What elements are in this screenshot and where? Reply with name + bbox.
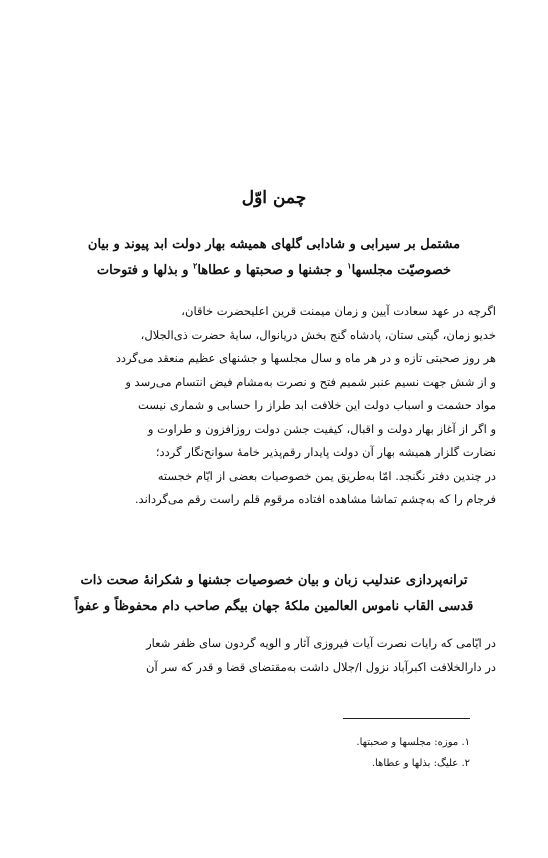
heading-text-part: خصوصیّت مجلسها: [351, 263, 452, 278]
heading-text-part: و بذلها و فتوحات: [96, 263, 194, 278]
text-line: فرجام را که به‌چشم تماشا مشاهده افتاده مرقوم قلم راست رقم می‌گرداند.: [134, 492, 496, 506]
text-line: اگرچه در عهد سعادت آیین و زمان میمنت قرین اعلیحضرت خاقان،: [181, 304, 496, 318]
footnote-ref-2: ۲: [193, 260, 198, 271]
section-heading-2-line-2: قدسی القاب ناموس العالمین ملکهٔ جهان بیگم صاحب دام محفوظاً و عفواً: [74, 599, 474, 614]
paragraph-2: [52, 632, 496, 679]
footnote-divider: [343, 718, 470, 719]
footnote-2: ۲. علیگ: بذلها و عطاها.: [371, 758, 470, 769]
text-line: در ایّامی که رایات نصرت آیات فیروزی آثار و الویه گردون سای ظفر شعار: [146, 636, 496, 650]
section-heading-1-line-2: [52, 258, 496, 284]
text-line: و اگر از آغاز بهار دولت و اقبال، کیفیت جشن دولت روزافزون و طراوت و: [147, 421, 496, 436]
text-line: نضارت گلزار همیشه بهار آن دولت پایدار رقم‌پذیر خامهٔ سوانح‌نگار گردد؛: [155, 445, 496, 459]
chapter-title: چمن اوّل: [241, 188, 307, 208]
text-line: در چندین دفتر نگنجد. امّا به‌طریق یمن خصوصیات بعضی از ایّام خجسته: [157, 468, 496, 483]
footnotes: [170, 732, 470, 774]
section-heading-1-line-1: مشتمل بر سیرابی و شادابی گلهای همیشه بهار دولت ابد پیوند و بیان: [87, 237, 461, 252]
heading-text-part: و جشنها و صحبتها و عطاها: [197, 263, 348, 278]
section-heading-2: [52, 568, 496, 620]
footnote-1: ۱. موزه: مجلسها و صحبتها.: [356, 737, 470, 748]
section-heading-1: [52, 232, 496, 284]
footnote-ref-1: ۱: [347, 260, 352, 271]
text-line: هر روز صحبتی تازه و در هر ماه و سال مجلسها و جشنهای عظیم منعقد می‌گردد: [115, 351, 496, 365]
text-line: خدیو زمان، گیتی ستان، پادشاه گنج بخش دریانوال، سایهٔ حضرت ذی‌الجلال،: [140, 327, 496, 342]
text-line: و از شش جهت نسیم عنبر شمیم فتح و نصرت به‌مشام فیض انتسام می‌رسد و: [125, 374, 496, 389]
text-line: در دارالخلافت اکبرآباد نزول ا/جلال داشت به‌مقتضای قضا و قدر که سر آن: [146, 659, 496, 674]
section-heading-2-line-1: ترانه‌پردازی عندلیب زبان و بیان خصوصیات جشنها و شکرانهٔ صحت ذات: [80, 573, 468, 588]
paragraph-1: [52, 300, 496, 512]
text-line: مواد حشمت و اسباب دولت این خلافت ابد طراز را حسابی و شماری نیست: [137, 398, 496, 412]
